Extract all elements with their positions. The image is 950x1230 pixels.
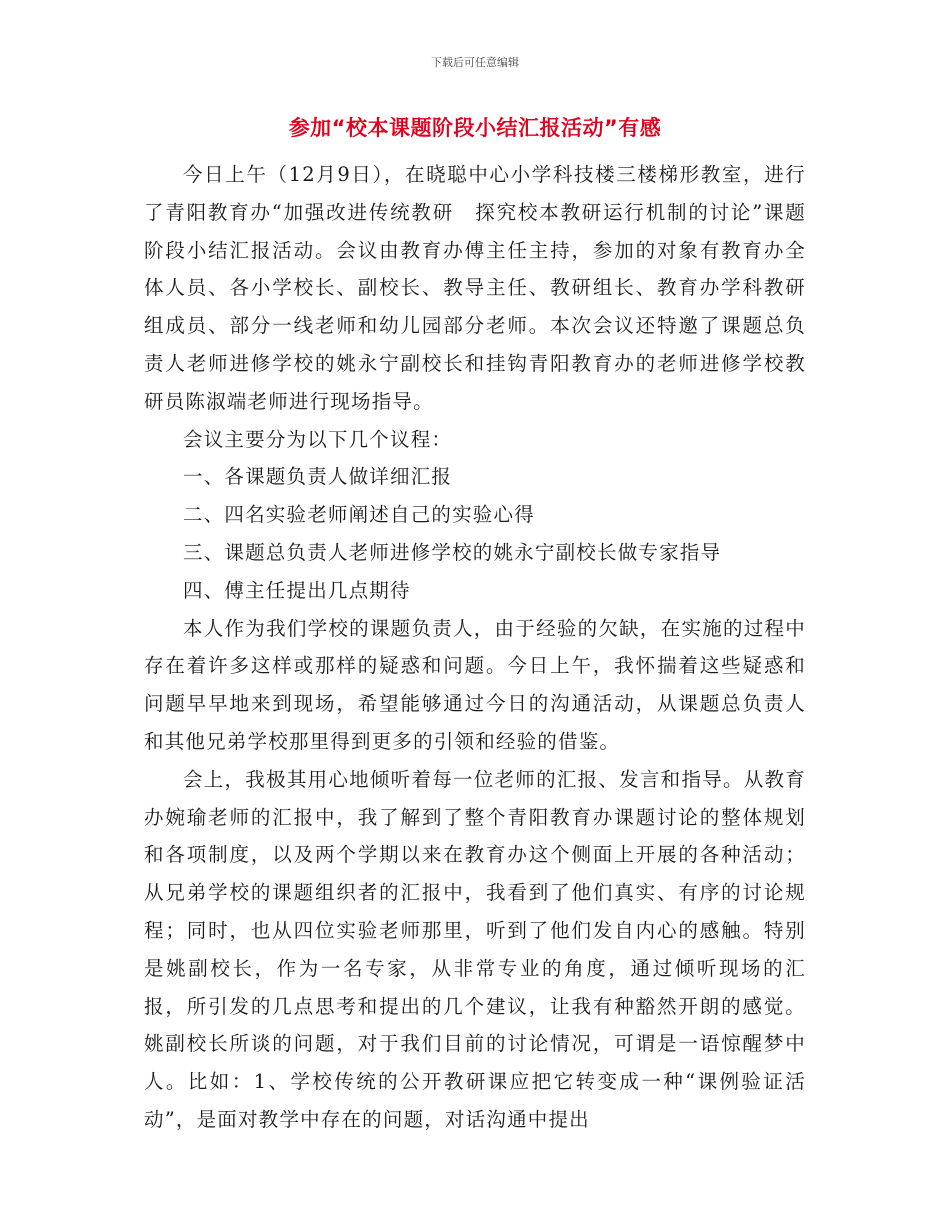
agenda-item-3: 三、课题总负责人老师进修学校的姚永宁副校长做专家指导 <box>183 540 722 564</box>
document-body <box>144 156 806 1139</box>
paragraph-intro: 今日上午（12月9日），在晓聪中心小学科技楼三楼梯形教室，进行了青阳教育办“加强改进传统教研 探究校本教研运行机制的讨论”课题阶段小结汇报活动。会议由教育办傅主任主持，参加的对象有教育办全体人员、各小学校长、副校长、教导主任、教研组长、教育办学科教研组成员、部分一线老师和幼儿园部分老师。本次会议还特邀了课题总负责人老师进修学校的姚永宁副校长和挂钩青阳教育办的老师进修学校教研员陈淑端老师进行现场指导。 <box>144 163 806 413</box>
agenda-item-1: 一、各课题负责人做详细汇报 <box>183 465 453 489</box>
paragraph-personal: 本人作为我们学校的课题负责人，由于经验的欠缺，在实施的过程中存在着许多这样或那样的疑惑和问题。今日上午，我怀揣着这些疑惑和问题早早地来到现场，希望能够通过今日的沟通活动，从课题总负责人和其他兄弟学校那里得到更多的引领和经验的借鉴。 <box>144 616 806 753</box>
paragraph-meeting: 会上，我极其用心地倾听着每一位老师的汇报、发言和指导。从教育办婉瑜老师的汇报中，我了解到了整个青阳教育办课题讨论的整体规划和各项制度，以及两个学期以来在教育办这个侧面上开展的各种活动；从兄弟学校的课题组织者的汇报中，我看到了他们真实、有序的讨论规程；同时，也从四位实验老师那里，听到了他们发自内心的感触。特别是姚副校长，作为一名专家，从非常专业的角度，通过倾听现场的汇报，所引发的几点思考和提出的几个建议，让我有种豁然开朗的感觉。姚副校长所谈的问题，对于我们目前的讨论情况，可谓是一语惊醒梦中人。比如：1、学校传统的公开教研课应把它转变成一种“课例验证活动”，是面对教学中存在的问题，对话沟通中提出 <box>144 767 806 1131</box>
agenda-item-4: 四、傅主任提出几点期待 <box>183 578 411 602</box>
document-title: 参加“校本课题阶段小结汇报活动”有感 <box>288 116 662 140</box>
page-header: 下载后可任意编辑 <box>431 56 519 69</box>
agenda-item-2: 二、四名实验老师阐述自己的实验心得 <box>183 503 535 527</box>
paragraph-agenda-heading: 会议主要分为以下几个议程： <box>183 427 453 451</box>
